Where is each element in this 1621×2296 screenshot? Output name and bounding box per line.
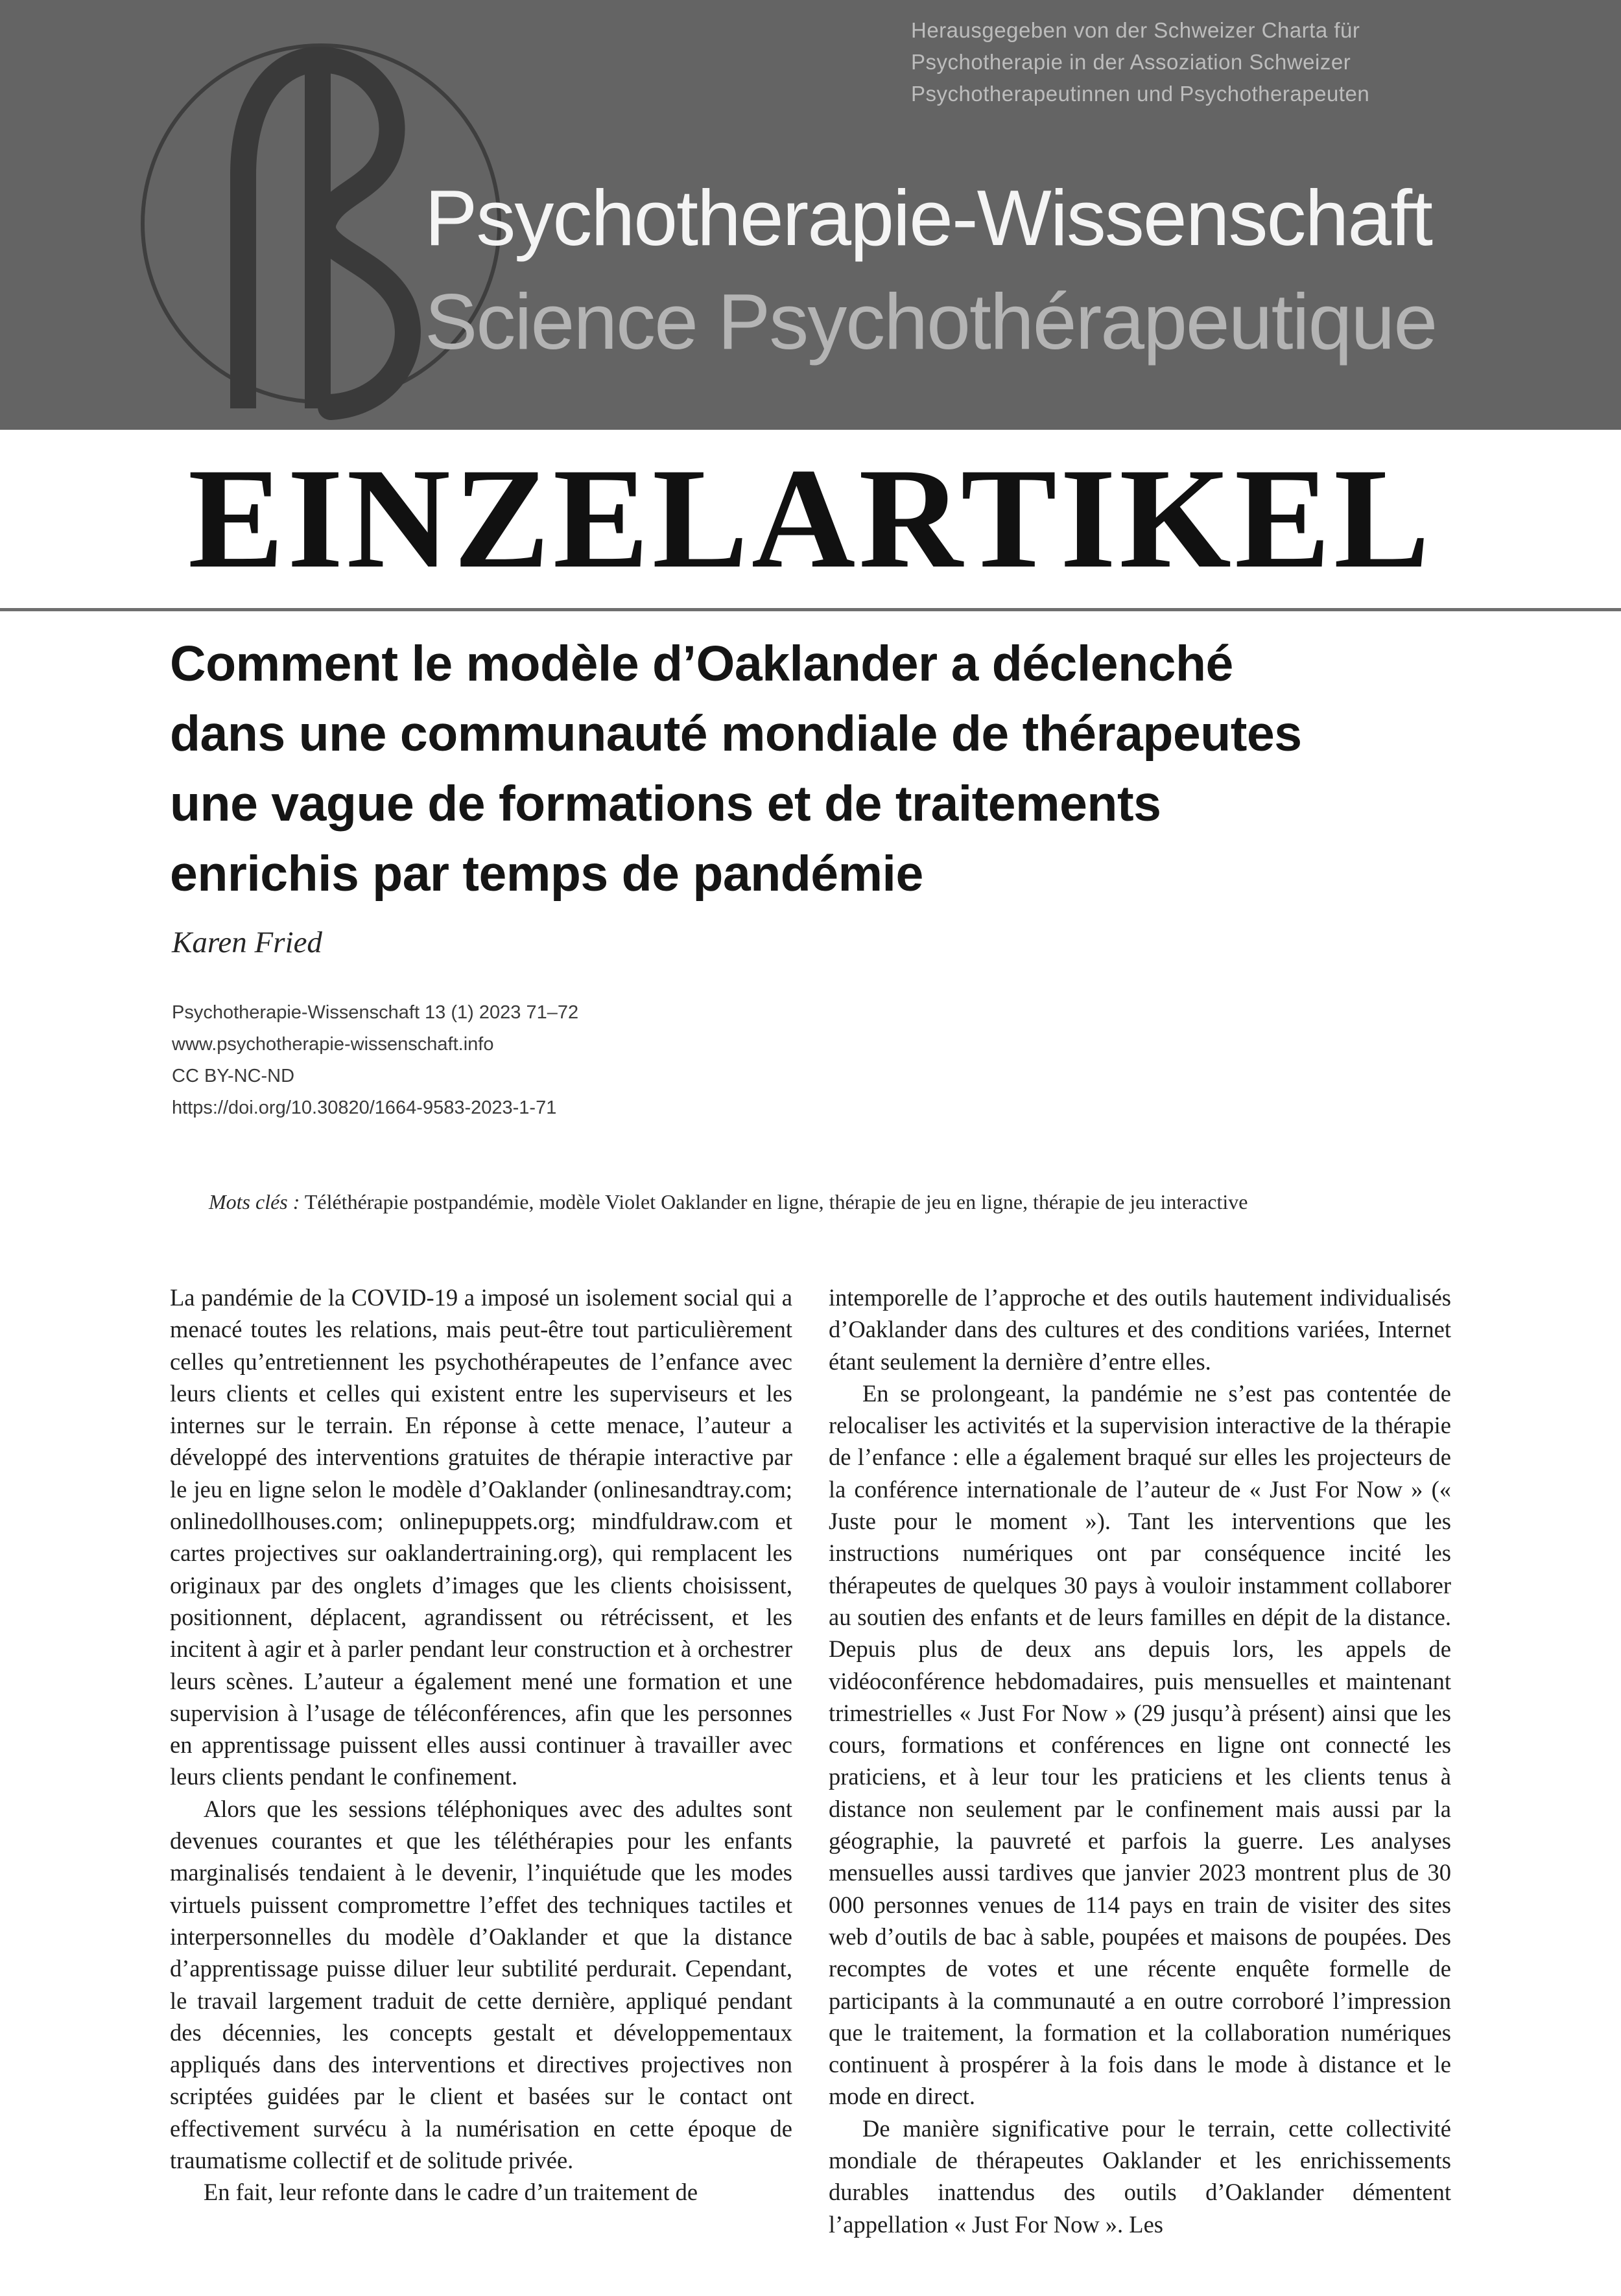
keywords-label: Mots clés : [209,1190,300,1213]
citation-block [172,997,578,1124]
article-title [170,629,1467,909]
keywords-line [209,1190,1248,1214]
publisher-line: Psychotherapeutinnen und Psychotherapeuten [911,82,1370,106]
article-type-banner: EINZELARTIKEL [187,439,1434,598]
body-column-right [829,1282,1451,2240]
body-paragraph: Alors que les sessions téléphoniques avec des adultes sont devenues courantes et que les téléthérapies pour les enfants marginalisés tendaient à le devenir, l’inquiétude que les modes virtuels puissent compromettre l’effet des techniques tactiles et interpersonnelles du modèle d’Oaklander et que la distance d’apprentissage puisse diluer leur subtilité perdurait. Cependant, le travail largement traduit de cette dernière, appliqué pendant des décennies, les concepts gestalt et développementaux appliqués dans des interventions et directives projectives non scriptées guidées par le client et basées sur le contact ont effectivement survécu à la numérisation en cette époque de traumatisme collectif et de solitude privée. [170,1795,792,2174]
publisher-line: Herausgegeben von der Schweizer Charta für [911,18,1360,42]
journal-title-german: Psychotherapie-Wissenschaft [425,174,1432,262]
article-title-line: une vague de formations et de traitements [170,776,1161,832]
body-column-left [170,1282,792,2208]
keywords-list: Téléthérapie postpandémie, modèle Violet Oaklander en ligne, thérapie de jeu en ligne, thérapie de jeu interactive [304,1190,1248,1213]
body-paragraph: De manière significative pour le terrain, cette collectivité mondiale de thérapeutes Oaklander et les enrichissements durables inattendus des outils d’Oaklander démentent l’appellation « Just For Now ». Les [829,2114,1451,2238]
article-title-line: Comment le modèle d’Oaklander a déclenché [170,636,1233,692]
divider [0,608,1621,611]
body-paragraph: En fait, leur refonte dans le cadre d’un traitement de [204,2179,698,2206]
body-paragraph: intemporelle de l’approche et des outils hautement individualisés d’Oaklander dans des cultures et des conditions variées, Internet étant seulement la dernière d’entre elles. [829,1284,1451,1375]
license-text: CC BY-NC-ND [172,1066,295,1086]
journal-header [0,0,1621,430]
body-paragraph: La pandémie de la COVID-19 a imposé un isolement social qui a menacé toutes les relations, mais peut-être tout particulièrement celles qu’entretiennent les psychothérapeutes de l’enfance avec leurs clients et celles qui existent entre les superviseurs et les internes sur le terrain. En réponse à cette menace, l’auteur a développé des interventions gratuites de thérapie interactive par le jeu en ligne selon le modèle d’Oaklander (onlinesandtray.com; onlinedollhouses.com; onlinepuppets.org; mindfuldraw.com et cartes projectives sur oaklandertraining.org), qui remplacent les originaux par des onglets d’images que les clients choisissent, positionnent, déplacent, agrandissent ou rétrécissent, et les incitent à agir et à parler pendant leur construction et à orchestrer leurs scènes. L’auteur a également mené une formation et une supervision à l’usage de téléconférences, afin que les personnes en apprentissage puissent elles aussi continuer à travailler avec leurs clients pendant le confinement. [170,1284,792,1790]
journal-title-french: Science Psychothérapeutique [425,277,1437,366]
body-paragraph: En se prolongeant, la pandémie ne s’est pas contentée de relocaliser les activités et la supervision interactive de la thérapie de l’enfance : elle a également braqué sur elles les projecteurs de la conférence internationale de l’auteur de « Just For Now » (« Juste pour le moment »). Tant les interventions que les instructions numériques ont par conséquence incité les thérapeutes de quelques 30 pays à vouloir instamment collaborer au soutien des enfants et de leurs familles en dépit de la distance. Depuis plus de deux ans depuis lors, les appels de vidéoconférence hebdomadaires, puis mensuelles et maintenant trimestrielles « Just For Now » (29 jusqu’à présent) ainsi que les cours, formations et conférences en ligne ont connecté les praticiens, et à leur tour les praticiens et les clients tenus à distance non seulement par le confinement mais aussi par la géographie, la pauvreté et parfois la guerre. Les analyses mensuelles aussi tardives que janvier 2023 montrent plus de 30 000 personnes venues de 114 pays en train de visiter des sites web d’outils de bac à sable, poupées et maisons de poupées. Des recomptes de votes et une récente enquête formelle de participants à la communauté a en outre corroboré l’impression que le traitement, la formation et la collaboration numériques continuent à prospérer à la fois dans le mode à distance et le mode en direct. [829,1379,1451,2110]
article-title-line: dans une communauté mondiale de thérapeutes [170,706,1302,762]
publisher-text [911,14,1566,110]
doi-link[interactable]: https://doi.org/10.30820/1664-9583-2023-1-71 [172,1097,557,1118]
citation-reference: Psychotherapie-Wissenschaft 13 (1) 2023 71–72 [172,1002,579,1023]
journal-website-link[interactable]: www.psychotherapie-wissenschaft.info [172,1034,494,1055]
article-title-line: enrichis par temps de pandémie [170,846,923,902]
author-name: Karen Fried [172,926,322,959]
publisher-line: Psychotherapie in der Assoziation Schweizer [911,50,1351,74]
